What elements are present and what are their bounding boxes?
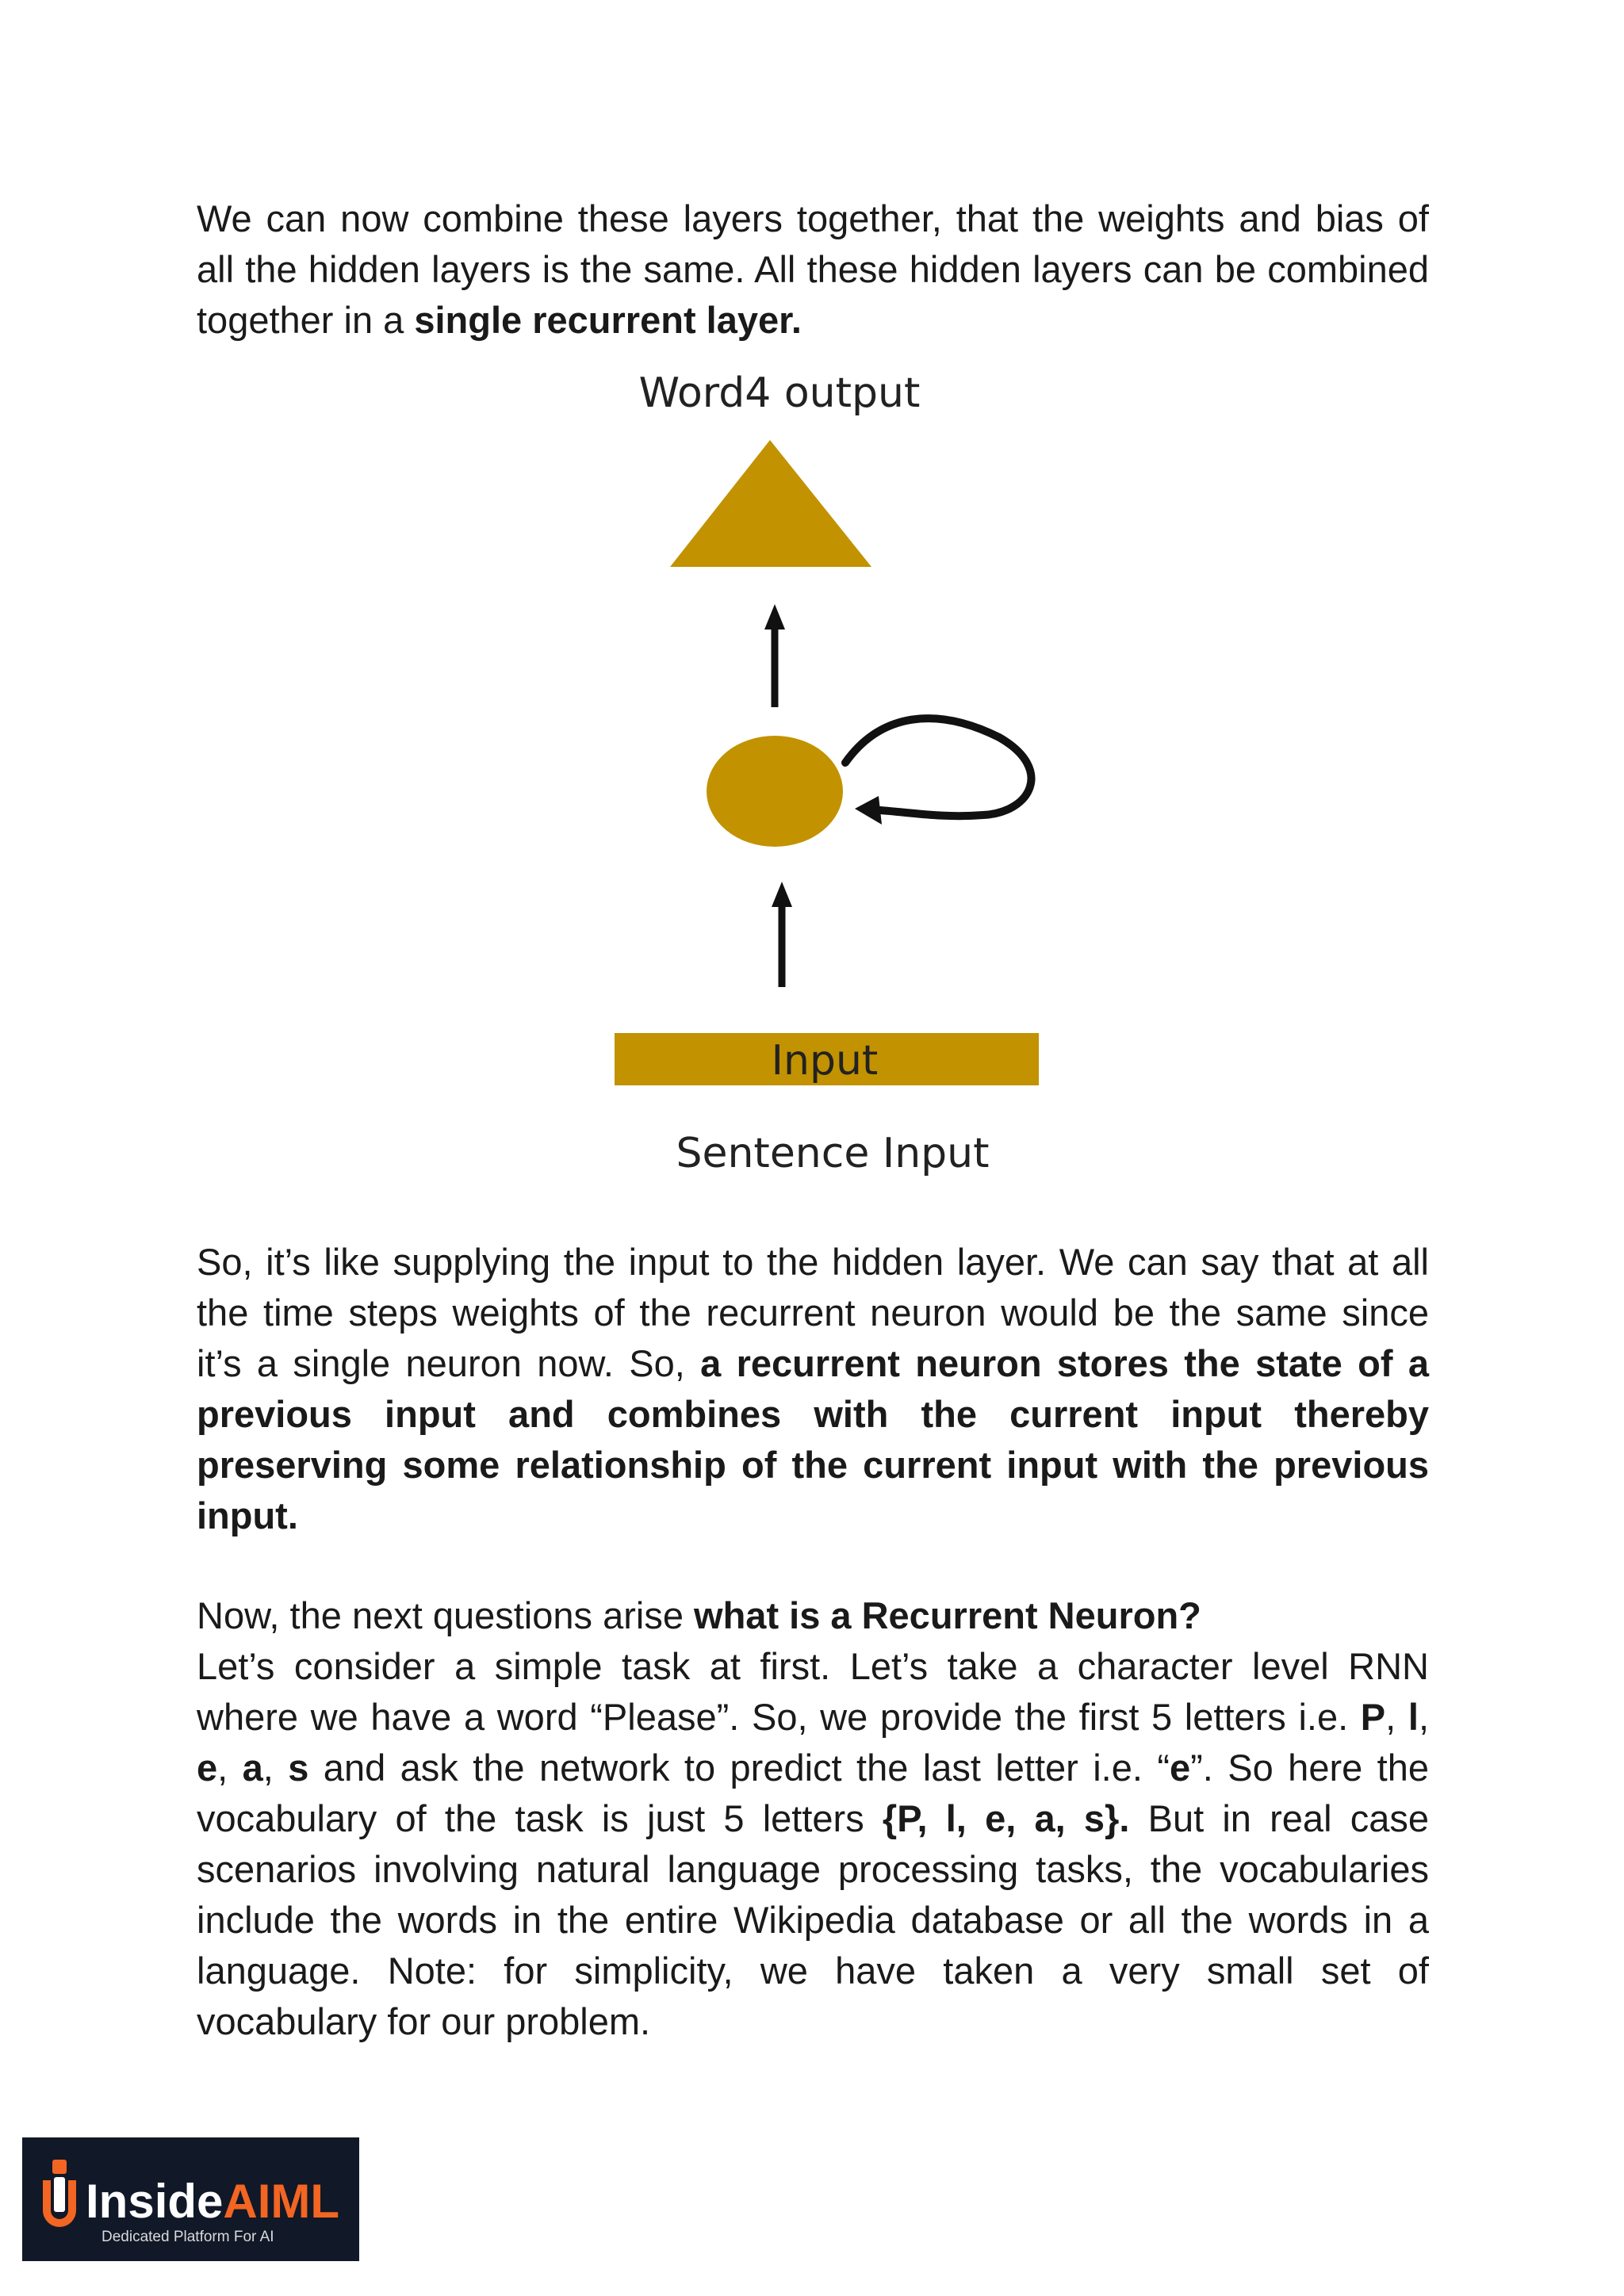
arrow-neuron-to-output <box>764 604 785 707</box>
recurrent-loop-arrow <box>845 718 1031 825</box>
svg-text:InsideAIML <box>86 2175 339 2228</box>
text-run: So, it’s like supplying the input to the hidden layer. We can say that at all the time steps weights of the recurrent neuron would be the same since it’s a single neuron now. So, <box>197 1241 1429 1384</box>
bold-text-run: a <box>242 1747 263 1789</box>
logo-suffix: AIML <box>223 2175 340 2228</box>
text-run: , <box>1418 1696 1429 1738</box>
logo-tagline: Dedicated Platform For AI <box>102 2229 274 2245</box>
logo-prefix: Inside <box>86 2175 224 2228</box>
bold-text-run: {P, l, e, a, s}. <box>882 1797 1130 1839</box>
insideaiml-logo <box>22 2137 359 2261</box>
text-run: Now, the next questions arise <box>197 1594 695 1636</box>
sentence-input-label: Sentence Input <box>676 1130 990 1177</box>
text-run: We can now combine these layers together, that the weights and bias of all the hidden layers is the same. All these hidden layers can be combined together in a <box>197 197 1429 341</box>
text-run: , <box>1385 1696 1408 1738</box>
paragraph-recurrent-neuron-state <box>197 1237 1429 1541</box>
text-run: and ask the network to predict the last letter i.e. “ <box>308 1747 1170 1789</box>
bold-text-run: single recurrent layer. <box>414 299 802 341</box>
bold-text-run: l <box>1408 1696 1419 1738</box>
output-label: Word4 output <box>638 369 921 417</box>
text-run: ”. So here the vocabulary of the task is just 5 letters <box>197 1747 1430 1839</box>
text-run: , <box>262 1747 289 1789</box>
arrow-input-to-neuron <box>772 882 792 987</box>
bold-text-run: e <box>1170 1747 1191 1789</box>
text-run: Let’s consider a simple task at first. Let’s take a character level RNN where we have a word “Please”. So, we provide the first 5 letters i.e. <box>197 1645 1429 1738</box>
recurrent-neuron <box>707 736 843 847</box>
paragraph-question <box>197 1590 1429 1641</box>
input-box-label: Input <box>771 1037 879 1085</box>
bold-text-run: P <box>1360 1696 1386 1738</box>
bold-text-run: a recurrent neuron stores the state of a previous input and combines with the current input thereby preserving some relationship of the current input with the previous input. <box>197 1342 1429 1536</box>
text-run: But in real case scenarios involving natural language processing tasks, the vocabularies include the words in the entire Wikipedia database or all the words in a language. Note: for simplicity, we have taken a very small set of vocabulary for our problem. <box>197 1797 1430 2042</box>
output-triangle <box>670 440 871 567</box>
bold-text-run: s <box>288 1747 309 1789</box>
text-run: , <box>217 1747 243 1789</box>
logo-graphic <box>22 2137 359 2261</box>
logo-mark-icon <box>43 2160 76 2227</box>
bold-text-run: e <box>197 1747 218 1789</box>
paragraph-character-rnn <box>197 1641 1429 2047</box>
bold-text-run: what is a Recurrent Neuron? <box>694 1594 1201 1636</box>
